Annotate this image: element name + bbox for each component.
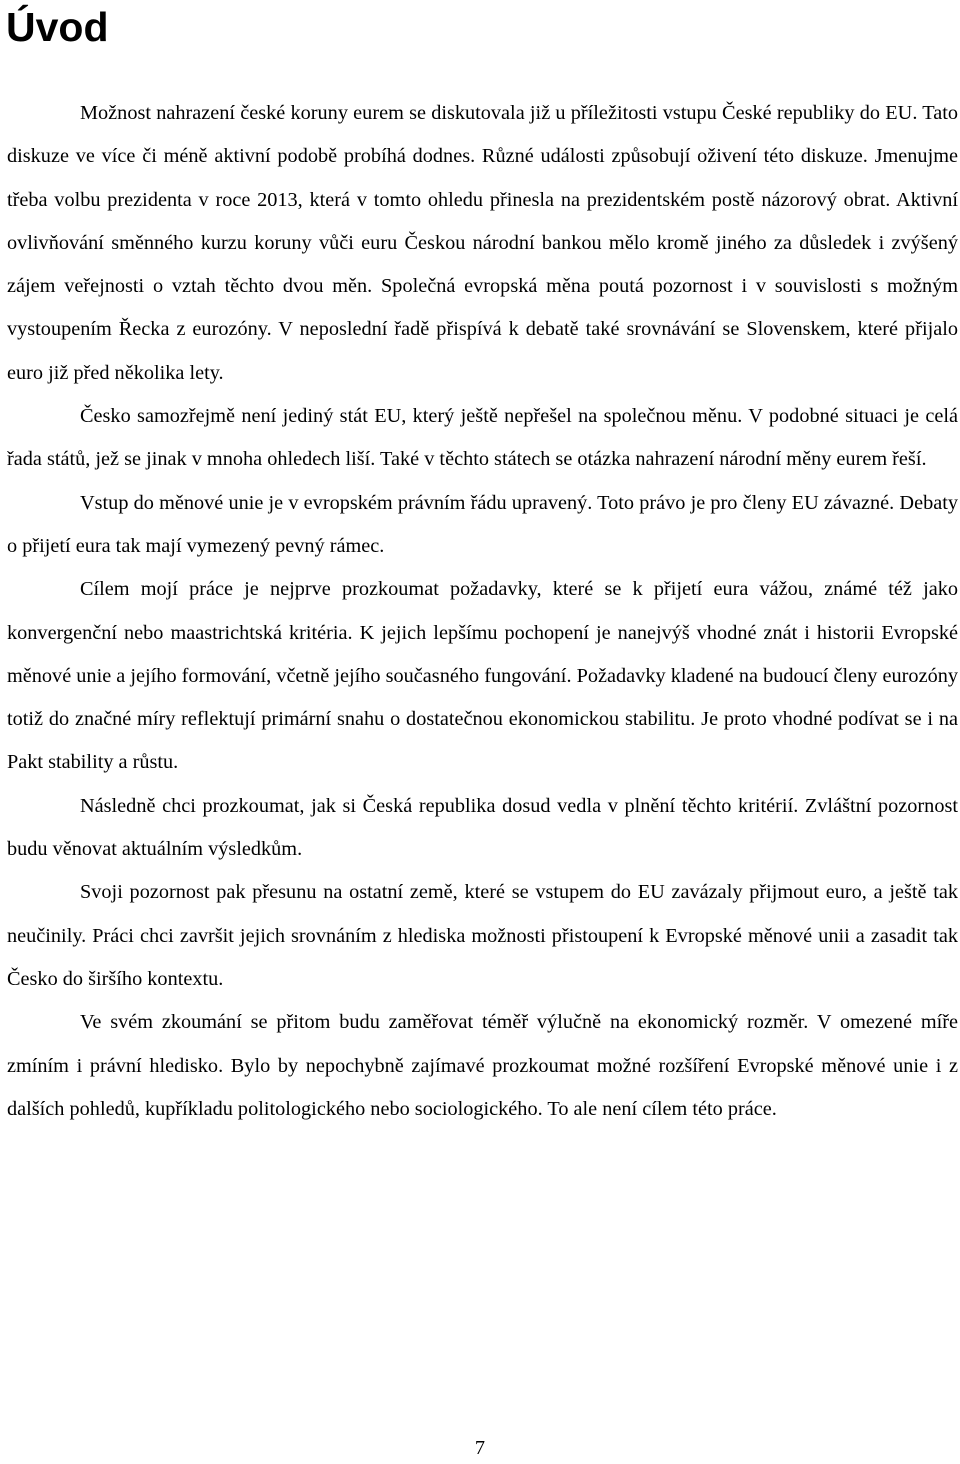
page-heading: Úvod — [6, 4, 109, 50]
paragraph: Ve svém zkoumání se přitom budu zaměřovat téměř výlučně na ekonomický rozměr. V omezené míře zmíním i právní hledisko. Bylo by nepochybně zajímavé prozkoumat možné rozšíření Evropské měnové unie i z dalších pohledů, kupříkladu politologického nebo sociologického. To ale není cílem této práce. — [7, 1011, 958, 1120]
body-text — [7, 92, 958, 1131]
page-number: 7 — [474, 1437, 486, 1459]
paragraph: Česko samozřejmě není jediný stát EU, který ještě nepřešel na společnou měnu. V podobné situaci je celá řada států, jež se jinak v mnoha ohledech liší. Také v těchto státech se otázka nahrazení národní měny eurem řeší. — [7, 405, 958, 471]
paragraph: Svoji pozornost pak přesunu na ostatní země, které se vstupem do EU zavázaly přijmout euro, a ještě tak neučinily. Práci chci završit jejich srovnáním z hlediska možnosti přistoupení k Evropské měnové unii a zasadit tak Česko do širšího kontextu. — [7, 881, 958, 990]
paragraph: Cílem mojí práce je nejprve prozkoumat požadavky, které se k přijetí eura vážou, známé též jako konvergenční nebo maastrichtská kritéria. K jejich lepšímu pochopení je nanejvýš vhodné znát i historii Evropské měnové unie a jejího formování, včetně jejího současného fungování. Požadavky kladené na budoucí členy eurozóny totiž do značné míry reflektují primární snahu o dostatečnou ekonomickou stabilitu. Je proto vhodné podívat se i na Pakt stability a růstu. — [7, 578, 958, 774]
paragraph: Možnost nahrazení české koruny eurem se diskutovala již u příležitosti vstupu České republiky do EU. Tato diskuze ve více či méně aktivní podobě probíhá dodnes. Různé události způsobují oživení této diskuze. Jmenujme třeba volbu prezidenta v roce 2013, která v tomto ohledu přinesla na prezidentském postě názorový obrat. Aktivní ovlivňování směnného kurzu koruny vůči euru Českou národní bankou mělo kromě jiného za důsledek i zvýšený zájem veřejnosti o vztah těchto dvou měn. Společná evropská měna poutá pozornost i v souvislosti s možným vystoupením Řecka z eurozóny. V neposlední řadě přispívá k debatě také srovnávání se Slovenskem, které přijalo euro již před několika lety. — [7, 102, 958, 384]
paragraph: Následně chci prozkoumat, jak si Česká republika dosud vedla v plnění těchto kritérií. Zvláštní pozornost budu věnovat aktuálním výsledkům. — [7, 794, 958, 861]
paragraph: Vstup do měnové unie je v evropském právním řádu upravený. Toto právo je pro členy EU závazné. Debaty o přijetí eura tak mají vymezený pevný rámec. — [7, 491, 958, 557]
